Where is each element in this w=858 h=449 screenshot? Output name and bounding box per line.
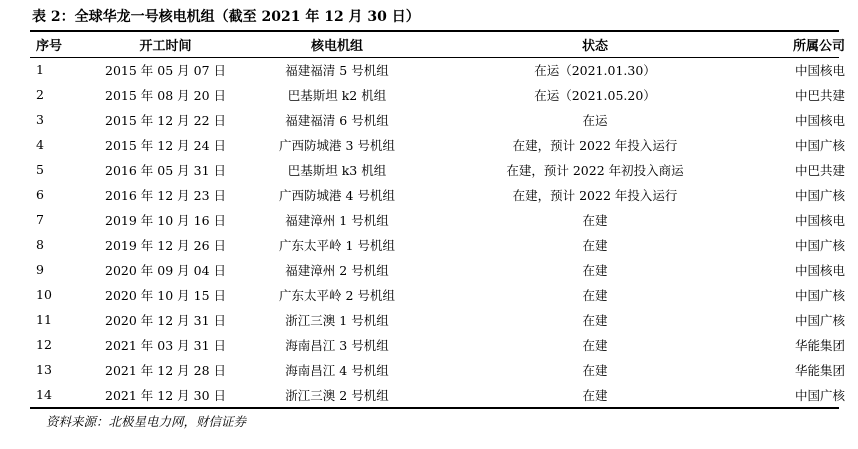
table-row [30, 182, 855, 207]
column-header-no: 序号 [30, 32, 88, 57]
cell-no: 1 [36, 62, 44, 77]
cell-no: 4 [36, 137, 44, 152]
cell-no: 5 [36, 162, 44, 177]
cell-start-date: 2016 年 05 月 31 日 [105, 162, 226, 178]
table-header [30, 32, 855, 57]
cell-owner: 华能集团 [794, 362, 845, 378]
cell-owner: 中国广核 [794, 287, 845, 303]
cell-start-date: 2015 年 05 月 07 日 [105, 62, 226, 78]
cell-start-date: 2015 年 08 月 20 日 [105, 87, 226, 103]
cell-no: 3 [36, 112, 44, 127]
cell-start-date: 2016 年 12 月 23 日 [105, 187, 226, 203]
cell-unit: 福建福清 5 号机组 [285, 62, 389, 78]
cell-owner: 中国核电 [794, 112, 845, 128]
table-row [30, 332, 855, 357]
cell-status: 在建 [582, 237, 608, 253]
cell-no: 9 [36, 262, 44, 277]
cell-no: 2 [36, 87, 44, 102]
cell-status: 在运（2021.01.30） [534, 62, 656, 78]
cell-status: 在建 [582, 212, 608, 228]
cell-start-date: 2015 年 12 月 24 日 [105, 137, 226, 153]
cell-owner: 中国核电 [794, 62, 845, 78]
cell-status: 在运（2021.05.20） [534, 87, 656, 103]
cell-owner: 华能集团 [794, 337, 845, 353]
cell-start-date: 2021 年 03 月 31 日 [105, 337, 226, 353]
table-row [30, 157, 855, 182]
cell-status: 在建 [582, 362, 608, 378]
cell-no: 13 [36, 362, 52, 377]
cell-owner: 中国广核 [794, 312, 845, 328]
cell-start-date: 2020 年 10 月 15 日 [105, 287, 226, 303]
cell-unit: 海南昌江 4 号机组 [285, 362, 389, 378]
cell-unit: 福建漳州 1 号机组 [285, 212, 389, 228]
cell-owner: 中国广核 [794, 387, 845, 403]
source-note: 资料来源：北极星电力网，财信证券 [46, 414, 247, 429]
table-row [30, 107, 855, 132]
cell-start-date: 2021 年 12 月 28 日 [105, 362, 226, 378]
table-row [30, 82, 855, 107]
table-row [30, 282, 855, 307]
cell-start-date: 2019 年 12 月 26 日 [105, 237, 226, 253]
table-row [30, 382, 855, 407]
cell-status: 在建，预计 2022 年投入运行 [512, 187, 678, 203]
table-title: 表 2：全球华龙一号核电机组（截至 2021 年 12 月 30 日） [32, 9, 420, 25]
cell-unit: 广西防城港 3 号机组 [279, 137, 395, 153]
table-row [30, 307, 855, 332]
cell-owner: 中国广核 [794, 137, 845, 153]
cell-start-date: 2019 年 10 月 16 日 [105, 212, 226, 228]
cell-owner: 中国核电 [794, 212, 845, 228]
cell-owner: 中巴共建 [794, 162, 845, 178]
cell-unit: 广东太平岭 1 号机组 [279, 237, 395, 253]
cell-unit: 巴基斯坦 k3 机组 [287, 162, 387, 178]
cell-unit: 福建福清 6 号机组 [285, 112, 389, 128]
cell-status: 在建 [582, 287, 608, 303]
cell-no: 7 [36, 212, 44, 227]
cell-no: 6 [36, 187, 44, 202]
cell-unit: 广西防城港 4 号机组 [279, 187, 395, 203]
table-bottom-rule [30, 407, 839, 409]
cell-start-date: 2015 年 12 月 22 日 [105, 112, 226, 128]
column-header-unit: 核电机组 [243, 32, 431, 57]
table-row [30, 57, 855, 82]
cell-unit: 福建漳州 2 号机组 [285, 262, 389, 278]
table-row [30, 207, 855, 232]
cell-owner: 中巴共建 [794, 87, 845, 103]
cell-status: 在建，预计 2022 年初投入商运 [506, 162, 684, 178]
cell-no: 11 [36, 312, 52, 327]
cell-unit: 浙江三澳 1 号机组 [285, 312, 389, 328]
cell-status: 在建 [582, 262, 608, 278]
cell-owner: 中国广核 [794, 237, 845, 253]
table-row [30, 357, 855, 382]
table-header-row [30, 32, 855, 57]
cell-no: 12 [36, 337, 52, 352]
table-row [30, 132, 855, 157]
table-row [30, 232, 855, 257]
cell-no: 14 [36, 387, 52, 402]
cell-unit: 广东太平岭 2 号机组 [279, 287, 395, 303]
cell-owner: 中国广核 [794, 187, 845, 203]
column-header-status: 状态 [431, 32, 759, 57]
column-header-start-date: 开工时间 [88, 32, 243, 57]
cell-no: 8 [36, 237, 44, 252]
cell-status: 在建 [582, 337, 608, 353]
table-row [30, 257, 855, 282]
cell-no: 10 [36, 287, 52, 302]
column-header-owner: 所属公司 [759, 32, 855, 57]
cell-status: 在运 [582, 112, 608, 128]
cell-start-date: 2021 年 12 月 30 日 [105, 387, 226, 403]
cell-start-date: 2020 年 09 月 04 日 [105, 262, 226, 278]
cell-unit: 浙江三澳 2 号机组 [285, 387, 389, 403]
cell-owner: 中国核电 [794, 262, 845, 278]
cell-status: 在建，预计 2022 年投入运行 [512, 137, 678, 153]
cell-status: 在建 [582, 387, 608, 403]
cell-unit: 海南昌江 3 号机组 [285, 337, 389, 353]
table-body [30, 57, 855, 407]
cell-start-date: 2020 年 12 月 31 日 [105, 312, 226, 328]
reactor-units-table [30, 32, 855, 407]
cell-status: 在建 [582, 312, 608, 328]
cell-unit: 巴基斯坦 k2 机组 [287, 87, 387, 103]
